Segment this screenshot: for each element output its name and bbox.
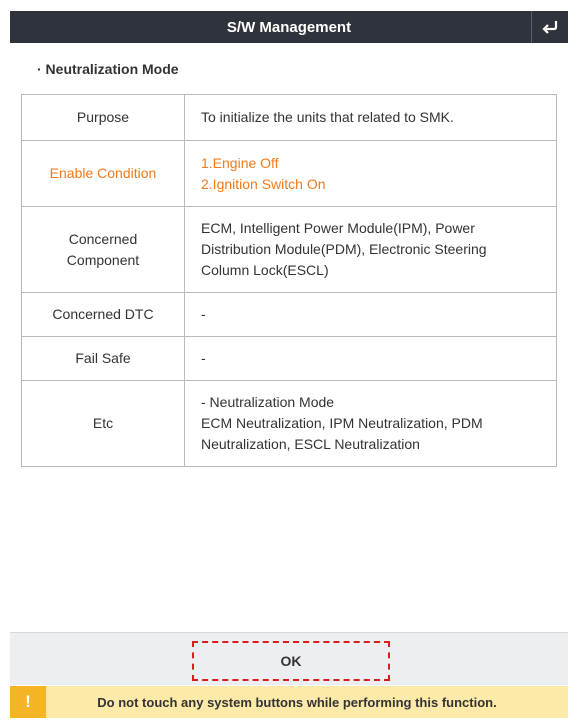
row-value <box>185 337 557 381</box>
value-line: Distribution Module(PDM), Electronic Steering <box>201 241 487 257</box>
return-arrow-icon <box>541 19 559 35</box>
page-title: S/W Management <box>226 18 352 36</box>
row-label <box>22 207 185 293</box>
section-title: · Neutralization Mode <box>37 61 179 77</box>
table-row-concerned-component <box>22 207 557 293</box>
back-button[interactable] <box>531 11 568 43</box>
value-line: - <box>201 350 206 366</box>
value-line: - Neutralization Mode <box>201 394 335 410</box>
row-label: Purpose <box>22 95 185 141</box>
row-label: Etc <box>22 381 185 467</box>
row-label: Enable Condition <box>22 141 185 207</box>
value-line: 1.Engine Off <box>201 154 279 171</box>
row-label: Concerned DTC <box>22 293 185 337</box>
table-row-purpose <box>22 95 557 141</box>
label-line: Concerned <box>68 230 138 247</box>
row-value <box>185 95 557 141</box>
warning-bar <box>10 686 568 718</box>
value-line: Column Lock(ESCL) <box>201 262 329 278</box>
table-row-fail-safe <box>22 337 557 381</box>
row-value <box>185 207 557 293</box>
value-line: - <box>201 306 206 322</box>
value-line: To initialize the units that related to SMK. <box>201 109 454 125</box>
title-bar <box>10 11 568 43</box>
row-label: Fail Safe <box>22 337 185 381</box>
value-line: ECM, Intelligent Power Module(IPM), Power <box>201 220 475 236</box>
row-value <box>185 293 557 337</box>
table-row-enable-condition <box>22 141 557 207</box>
value-line: ECM Neutralization, IPM Neutralization, PDM <box>201 415 483 431</box>
warning-icon: ! <box>10 686 46 718</box>
value-line: Neutralization, ESCL Neutralization <box>201 436 420 452</box>
value-line: 2.Ignition Switch On <box>201 175 326 192</box>
table-row-etc <box>22 381 557 467</box>
label-line: Component <box>66 251 140 268</box>
row-value <box>185 141 557 207</box>
table-row-concerned-dtc <box>22 293 557 337</box>
ok-button[interactable]: OK <box>192 641 390 681</box>
row-value <box>185 381 557 467</box>
warning-text: Do not touch any system buttons while performing this function. <box>97 694 497 710</box>
info-table <box>21 94 557 467</box>
button-bar <box>10 632 568 685</box>
